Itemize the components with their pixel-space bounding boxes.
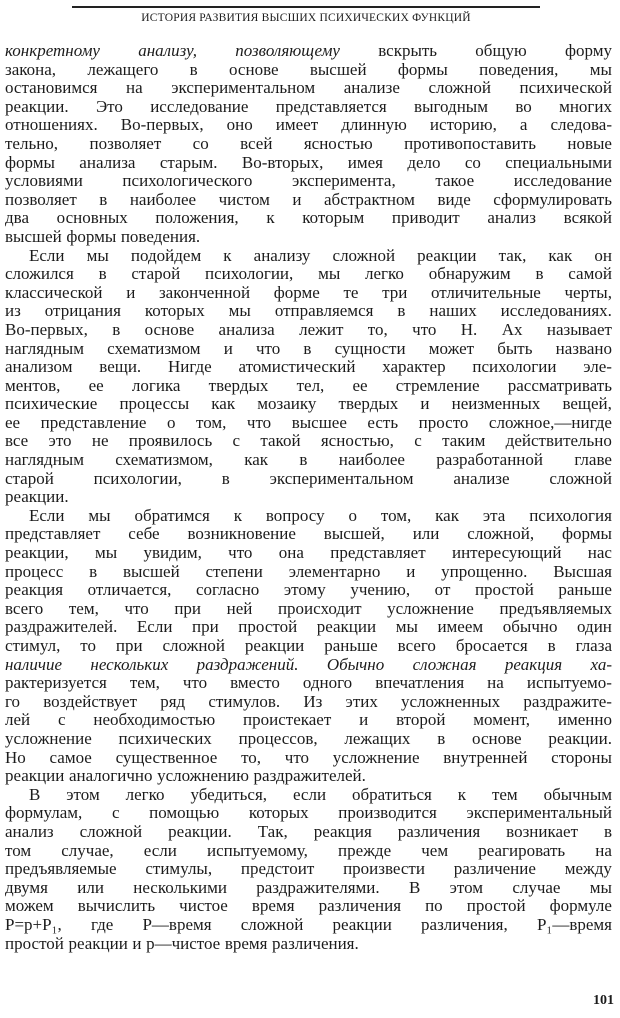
text-line: реакции аналогично усложнению раздражителей. [5, 766, 366, 786]
page-number: 101 [593, 993, 614, 1008]
text-line: наглядным схематизмом и что в сущности может быть названо [5, 338, 612, 358]
text-line: Во-первых, в основе анализа лежит то, что Н. Ах называет [5, 319, 612, 339]
text-line: всего тем, что при ней происходит усложнение предъявляемых [5, 598, 612, 618]
text-line: формулам, с помощью которых производится экспериментальный [5, 803, 612, 823]
running-head: ИСТОРИЯ РАЗВИТИЯ ВЫСШИХ ПСИХИЧЕСКИХ ФУНКЦИЙ [141, 12, 471, 24]
text-line: условиями психологического эксперимента, такое исследование [5, 171, 612, 191]
text-line: конкретному анализу, позволяющему вскрыть общую форму [5, 41, 612, 60]
text-line: старой психологии, в экспериментальном анализе сложной [5, 468, 612, 488]
text-line: представляет себе возникновение высшей, или сложной, формы [5, 524, 612, 544]
text-line: простой реакции и р—чистое время различения. [5, 933, 359, 953]
text-line: позволяет в наиболее чистом и абстрактном виде сформулировать [5, 189, 612, 209]
text-line: отношениях. Во-первых, оно имеет длинную историю, а следова- [5, 115, 612, 135]
body-text [5, 42, 612, 953]
text-line: том случае, если испытуемому, прежде чем реагировать на [5, 840, 612, 860]
text-line: анализом вещи. Нигде атомистический характер психологии эле- [5, 357, 612, 377]
text-line: наглядным схематизмом, как в наиболее разработанной главе [5, 450, 612, 470]
text-line: раздражителей. Если при простой реакции мы имеем обычно один [5, 617, 612, 637]
header-rule [72, 6, 540, 8]
text-line: двумя или несколькими раздражителями. В этом случае мы [5, 877, 612, 897]
text-line: анализ сложной реакции. Так, реакция различения возникает в [5, 821, 612, 841]
text-line: сложился в старой психологии, мы легко обнаружим в самой [5, 264, 612, 284]
text-line: предъявляемые стимулы, предстоит произвести различение между [5, 859, 612, 879]
text-line: реакции, мы увидим, что она представляет интересующий нас [5, 543, 612, 563]
text-line: закона, лежащего в основе высшей формы поведения, мы [5, 59, 612, 79]
text-line: реакции. Это исследование представляется выгодным во многих [5, 96, 612, 116]
text-line: стимул, то при сложной реакции раньше всего бросается в глаза [5, 636, 612, 655]
text-line: го воздействует ряд стимулов. Из этих усложненных раздражите- [5, 691, 612, 711]
text-line: психические процессы как мозаику твердых и неизменных вещей, [5, 394, 612, 414]
text-line: Если мы подойдем к анализу сложной реакции так, как он [29, 245, 612, 265]
text-line: реакции. [5, 487, 69, 507]
text-line: ментов, ее логика твердых тел, ее стремление рассматривать [5, 375, 612, 395]
text-line: из отрицания которых мы отправляемся в наших исследованиях. [5, 301, 612, 321]
text-line: процесс в высшей степени элементарно и упрощенно. Высшая [5, 561, 612, 581]
text-line: наличие нескольких раздражений. Обычно сложная реакция ха- [5, 654, 612, 674]
text-line: можем вычислить чистое время различения по простой формуле [5, 896, 612, 916]
text-line: два основных положения, к которым приводит анализ всякой [5, 208, 612, 228]
text-line: рактеризуется тем, что вместо одного впечатления на испытуемо- [5, 673, 612, 693]
text-line: Р=р+Р₁, где Р—время сложной реакции различения, Р₁—время [5, 914, 612, 934]
text-line: реакция отличается, согласно этому учению, от простой раньше [5, 580, 612, 600]
text-line: Но самое существенное то, что усложнение внутренней стороны [5, 747, 612, 767]
text-line: усложнение психических процессов, лежащих в основе реакции. [5, 728, 612, 748]
text-line: ее представление о том, что высшее есть просто сложное,—нигде [5, 412, 612, 432]
text-line: высшей формы поведения. [5, 226, 201, 246]
text-line: классической и законченной форме те три отличительные черты, [5, 282, 612, 302]
text-line: Если мы обратимся к вопросу о том, как эта психология [29, 505, 612, 525]
text-line: тельно, позволяет со всей ясностью противопоставить новые [5, 133, 612, 153]
text-line: формы анализа старым. Во-вторых, имея дело со специальными [5, 152, 612, 172]
text-line: лей с необходимостью проистекает и второй момент, именно [5, 710, 612, 730]
text-line: остановимся на экспериментальном анализе сложной психической [5, 78, 612, 98]
text-line: В этом легко убедиться, если обратиться к тем обычным [29, 784, 612, 804]
text-line: все это не проявилось с такой ясностью, с таким действительно [5, 431, 612, 451]
